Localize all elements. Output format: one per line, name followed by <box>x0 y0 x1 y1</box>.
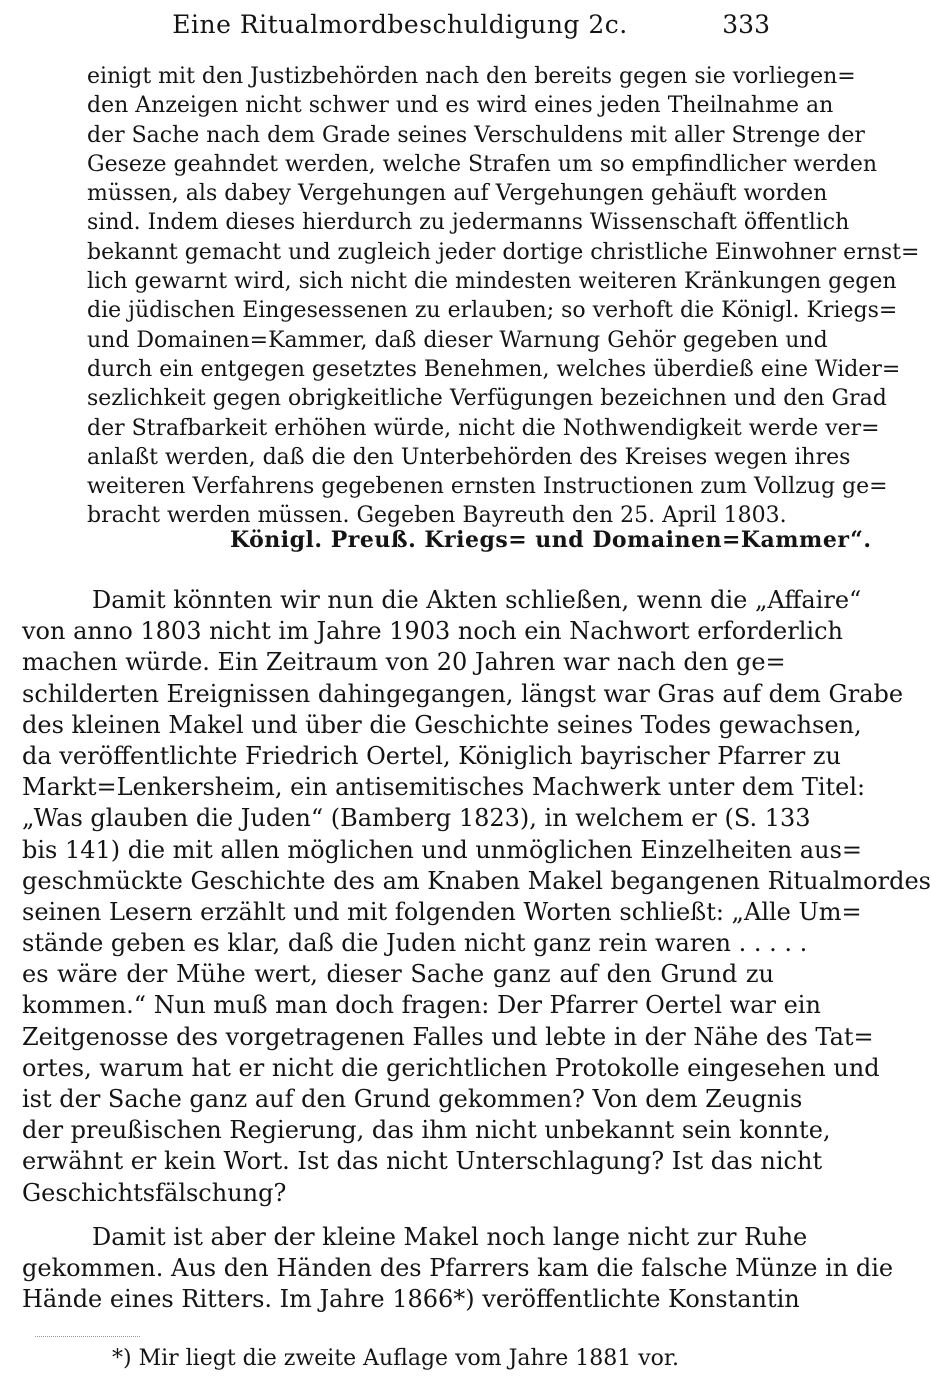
text-line: seinen Lesern erzählt und mit folgenden Worten schließt: „Alle Um= <box>22 897 862 926</box>
text-line: bekannt gemacht und zugleich jeder dortige christliche Einwohner ernst= <box>87 239 920 265</box>
text-line: lich gewarnt wird, sich nicht die mindesten weiteren Kränkungen gegen <box>87 269 897 295</box>
text-line: sind. Indem dieses hierdurch zu jedermanns Wissenschaft öffentlich <box>87 210 850 236</box>
text-line: Damit könnten wir nun die Akten schließen, wenn die „Affaire“ <box>92 586 862 614</box>
text-line: den Anzeigen nicht schwer und es wird eines jeden Theilnahme an <box>87 93 834 119</box>
text-line: Hände eines Ritters. Im Jahre 1866*) veröffentlichte Konstantin <box>22 1285 800 1314</box>
text-line: es wäre der Mühe wert, dieser Sache ganz auf den Grund zu <box>22 960 774 989</box>
text-line: kommen.“ Nun muß man doch fragen: Der Pfarrer Oertel war ein <box>22 991 821 1020</box>
text-line: stände geben es klar, daß die Juden nicht ganz rein waren . . . . . <box>22 929 808 958</box>
text-line: Geseze geahndet werden, welche Strafen um so empfindlicher werden <box>87 151 878 177</box>
text-line: bracht werden müssen. Gegeben Bayreuth den 25. April 1803. <box>87 503 787 529</box>
text-line: „Was glauben die Juden“ (Bamberg 1823), in welchem er (S. 133 <box>22 804 811 833</box>
text-line: der preußischen Regierung, das ihm nicht unbekannt sein konnte, <box>22 1116 831 1145</box>
text-line: ortes, warum hat er nicht die gerichtlichen Protokolle eingesehen und <box>22 1053 880 1082</box>
text-line: bis 141) die mit allen möglichen und unmöglichen Einzelheiten aus= <box>22 835 862 864</box>
page-number: 333 <box>722 10 770 39</box>
text-line: des kleinen Makel und über die Geschichte seines Todes gewachsen, <box>22 710 862 739</box>
text-line: einigt mit den Justizbehörden nach den bereits gegen sie vorliegen= <box>87 64 856 89</box>
text-line: anlaßt werden, daß die den Unterbehörden des Kreises wegen ihres <box>87 444 851 470</box>
footnote-divider <box>35 1336 140 1337</box>
text-line: machen würde. Ein Zeitraum von 20 Jahren war nach den ge= <box>22 648 786 677</box>
text-line: Markt=Lenkersheim, ein antisemitisches Machwerk unter dem Titel: <box>22 773 866 802</box>
paragraph-1 <box>22 585 931 1209</box>
text-line: müssen, als dabey Vergehungen auf Vergehungen gehäuft worden <box>87 181 828 207</box>
text-line: geschmückte Geschichte des am Knaben Makel begangenen Ritualmordes <box>22 866 931 895</box>
text-line: gekommen. Aus den Händen des Pfarrers kam die falsche Münze in die <box>22 1254 894 1283</box>
text-line: der Sache nach dem Grade seines Verschuldens mit aller Strenge der <box>87 122 865 148</box>
text-line: Damit ist aber der kleine Makel noch lange nicht zur Ruhe <box>92 1223 808 1251</box>
page-header <box>0 10 800 50</box>
text-line: von anno 1803 nicht im Jahre 1903 noch ein Nachwort erforderlich <box>22 617 843 646</box>
text-line: und Domainen=Kammer, daß dieser Warnung Gehör gegeben und <box>87 327 828 353</box>
text-line: ist der Sache ganz auf den Grund gekommen? Von dem Zeugnis <box>22 1085 803 1113</box>
footnote: *) Mir liegt die zweite Auflage vom Jahre 1881 vor. <box>112 1346 679 1371</box>
text-line: Zeitgenosse des vorgetragenen Falles und lebte in der Nähe des Tat= <box>22 1022 874 1051</box>
running-title: Eine Ritualmordbeschuldigung 2c. <box>172 10 628 39</box>
text-line: die jüdischen Eingesessenen zu erlauben; so verhoft die Königl. Kriegs= <box>87 298 898 324</box>
quoted-proclamation <box>87 62 920 531</box>
text-line: Geschichtsfälschung? <box>22 1178 287 1207</box>
text-line: der Strafbarkeit erhöhen würde, nicht die Nothwendigkeit werde ver= <box>87 415 880 441</box>
text-line: schilderten Ereignissen dahingegangen, längst war Gras auf dem Grabe <box>22 679 904 708</box>
signature-line: Königl. Preuß. Kriegs= und Domainen=Kammer“. <box>230 527 872 553</box>
text-line: durch ein entgegen gesetztes Benehmen, welches überdieß eine Wider= <box>87 356 901 382</box>
text-line: erwähnt er kein Wort. Ist das nicht Unterschlagung? Ist das nicht <box>22 1147 823 1176</box>
paragraph-2 <box>22 1222 894 1316</box>
text-line: sezlichkeit gegen obrigkeitliche Verfügungen bezeichnen und den Grad <box>87 386 887 412</box>
text-line: da veröffentlichte Friedrich Oertel, Königlich bayrischer Pfarrer zu <box>22 741 841 770</box>
text-line: weiteren Verfahrens gegebenen ernsten Instructionen zum Vollzug ge= <box>87 474 888 500</box>
